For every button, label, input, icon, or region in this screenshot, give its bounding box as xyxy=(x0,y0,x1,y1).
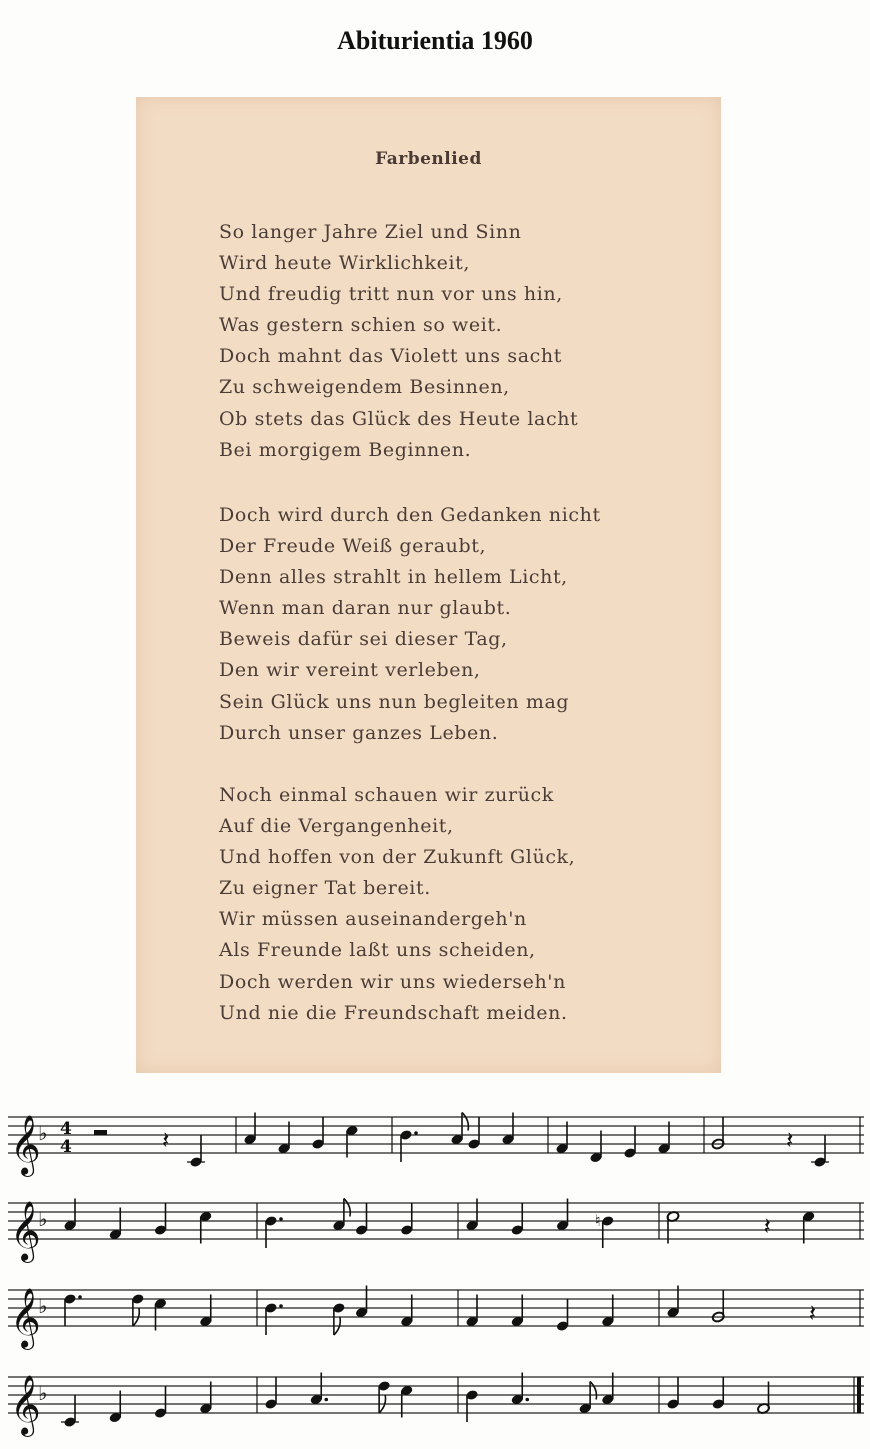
augmentation-dot xyxy=(279,1217,283,1221)
verse-line: Durch unser ganzes Leben. xyxy=(219,721,499,744)
verse-line: Was gestern schien so weit. xyxy=(219,314,503,337)
quarter-rest: 𝄽 xyxy=(763,1212,771,1240)
treble-clef: 𝄞 xyxy=(10,1201,41,1261)
stanza-1 xyxy=(219,217,578,466)
natural-sign: ♮ xyxy=(594,1211,601,1230)
verse-line: Auf die Vergangenheit, xyxy=(219,815,454,838)
verse-line: Beweis dafür sei dieser Tag, xyxy=(219,628,508,651)
time-signature-denominator: 4 xyxy=(60,1137,72,1157)
verse-line: Als Freunde laßt uns scheiden, xyxy=(219,939,536,962)
sheet-music-canvas xyxy=(0,1085,870,1449)
key-flat: ♭ xyxy=(38,1294,48,1318)
verse-line: So langer Jahre Ziel und Sinn xyxy=(219,221,522,243)
eighth-flag xyxy=(590,1382,596,1400)
time-signature-numerator: 4 xyxy=(60,1119,72,1139)
half-rest xyxy=(94,1130,107,1135)
verse-line: Wir müssen auseinandergeh'n xyxy=(219,908,527,931)
verse-line: Doch wird durch den Gedanken nicht xyxy=(219,504,601,526)
treble-clef: 𝄞 xyxy=(10,1115,41,1175)
verse-line: Den wir vereint verleben, xyxy=(219,659,481,682)
sheet-music xyxy=(0,1085,870,1449)
augmentation-dot xyxy=(324,1398,328,1402)
verse-line: Und hoffen von der Zukunft Glück, xyxy=(219,846,576,869)
key-flat: ♭ xyxy=(38,1121,48,1145)
song-title: Farbenlied xyxy=(375,149,482,169)
eighth-flag xyxy=(462,1113,468,1131)
stanza-3 xyxy=(219,780,575,1029)
stanza-2 xyxy=(219,500,601,749)
key-flat: ♭ xyxy=(38,1207,48,1231)
treble-clef: 𝄞 xyxy=(10,1375,41,1435)
key-flat: ♭ xyxy=(38,1381,48,1405)
augmentation-dot xyxy=(78,1295,82,1299)
verse-line: Doch werden wir uns wiederseh'n xyxy=(219,970,566,993)
quarter-rest: 𝄽 xyxy=(808,1299,817,1327)
quarter-rest: 𝄽 xyxy=(162,1126,170,1154)
verse-line: Zu eigner Tat bereit. xyxy=(219,877,431,900)
verse-line: Doch mahnt das Violett uns sacht xyxy=(219,345,562,368)
verse-line: Ob stets das Glück des Heute lacht xyxy=(219,407,579,430)
treble-clef: 𝄞 xyxy=(10,1288,41,1348)
page-title: Abiturientia 1960 xyxy=(337,26,533,55)
verse-line: Wird heute Wirklichkeit, xyxy=(219,252,470,275)
verse-line: Bei morgigem Beginnen. xyxy=(219,438,472,461)
eighth-flag xyxy=(344,1199,350,1217)
quarter-rest: 𝄽 xyxy=(786,1126,794,1154)
verse-line: Sein Glück uns nun begleiten mag xyxy=(219,690,570,713)
verse-line: Und freudig tritt nun vor uns hin, xyxy=(219,283,563,306)
verse-line: Und nie die Freundschaft meiden. xyxy=(219,1001,568,1024)
verse-line: Der Freude Weiß geraubt, xyxy=(219,535,487,558)
augmentation-dot xyxy=(525,1398,529,1402)
verse-line: Zu schweigendem Besinnen, xyxy=(219,376,510,399)
augmentation-dot xyxy=(279,1304,283,1308)
verse-line: Wenn man daran nur glaubt. xyxy=(219,597,512,620)
verse-line: Noch einmal schauen wir zurück xyxy=(219,784,554,806)
verse-line: Denn alles strahlt in hellem Licht, xyxy=(219,566,568,589)
printed-song-sheet xyxy=(136,97,721,1073)
augmentation-dot xyxy=(414,1131,418,1135)
